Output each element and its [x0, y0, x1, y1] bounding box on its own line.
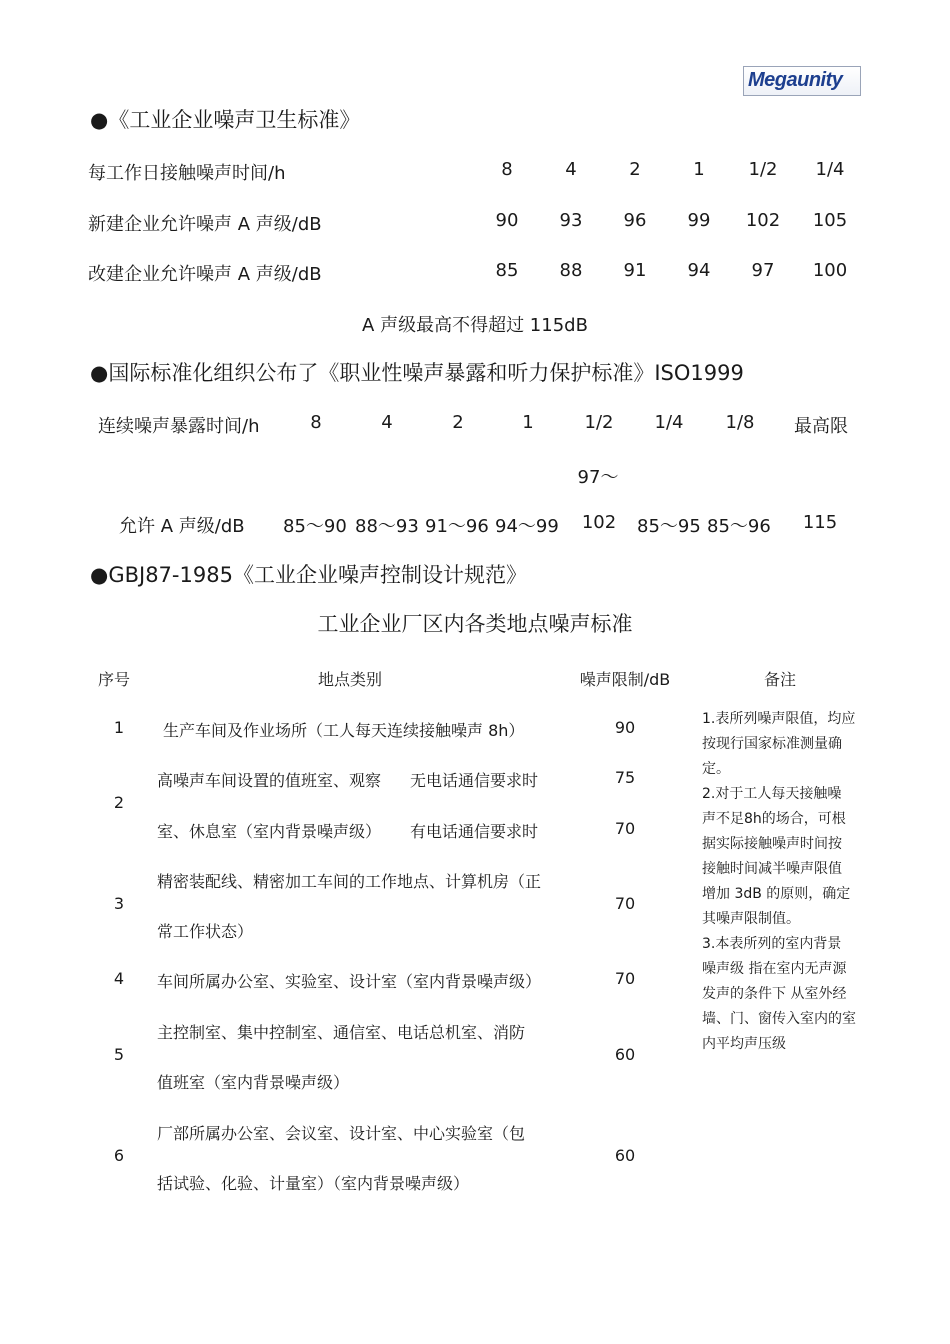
row5-place-line2: 值班室（室内背景噪声级）	[157, 1073, 350, 1092]
remarks	[702, 707, 877, 1057]
remark-line: 接触时间减半噪声限值	[702, 861, 842, 877]
s1-row1-v3: 2	[629, 159, 641, 180]
row5-limit: 60	[614, 1045, 636, 1064]
s1-row2-v2: 93	[559, 210, 583, 231]
section1-heading: ●《工业企业噪声卫生标准》	[90, 108, 361, 132]
s2-time-3: 2	[452, 412, 464, 433]
row1-no: 1	[113, 718, 125, 737]
row4-limit: 70	[614, 969, 636, 988]
row6-place-line1: 厂部所属办公室、会议室、设计室、中心实验室（包	[157, 1124, 526, 1143]
table-title: 工业企业厂区内各类地点噪声标准	[317, 612, 633, 636]
remark-line: 1.表所列噪声限值，均应	[702, 711, 856, 727]
row5-no: 5	[113, 1045, 125, 1064]
s2-level-6: 85～95	[637, 516, 701, 537]
section2-heading: ●国际标准化组织公布了《职业性噪声暴露和听力保护标准》ISO1999	[90, 361, 744, 385]
s1-row3-v6: 100	[812, 260, 848, 281]
section3-heading: ●GBJ87-1985《工业企业噪声控制设计规范》	[90, 563, 527, 587]
row4-no: 4	[113, 969, 125, 988]
s2-level-max: 115	[802, 512, 838, 533]
company-logo	[743, 66, 861, 96]
s1-row3-v3: 91	[623, 260, 647, 281]
th-remark: 备注	[763, 670, 796, 689]
s1-row1-label: 每工作日接触噪声时间/h	[88, 163, 286, 184]
s2-level-5: 102	[581, 512, 617, 533]
s2-time-5: 1/2	[584, 412, 614, 433]
s1-row1-v2: 4	[565, 159, 577, 180]
row2-limit2: 70	[614, 819, 636, 838]
s2-level-7: 85～96	[707, 516, 771, 537]
remark-line: 墙、门、窗传入室内的室	[702, 1011, 856, 1027]
s2-level-3: 91～96	[425, 516, 489, 537]
s2-level-1: 85～90	[283, 516, 347, 537]
s2-time-2: 4	[381, 412, 393, 433]
remark-line: 发声的条件下 从室外经	[702, 986, 847, 1002]
row4-place: 车间所属办公室、实验室、设计室（室内背景噪声级）	[157, 972, 542, 991]
remark-line: 内平均声压级	[702, 1036, 786, 1052]
row1-place: 生产车间及作业场所（工人每天连续接触噪声 8h）	[163, 721, 525, 740]
th-place: 地点类别	[317, 670, 382, 689]
s1-row2-v6: 105	[812, 210, 848, 231]
s1-row3-v5: 97	[751, 260, 775, 281]
remark-line: 定。	[702, 761, 730, 777]
s1-row2-v1: 90	[495, 210, 519, 231]
s1-row3-v1: 85	[495, 260, 519, 281]
s1-row1-v4: 1	[693, 159, 705, 180]
row6-place-line2: 括试验、化验、计量室）（室内背景噪声级）	[157, 1174, 470, 1193]
s1-row1-v1: 8	[501, 159, 513, 180]
s1-row3-v2: 88	[559, 260, 583, 281]
s1-row2-v3: 96	[623, 210, 647, 231]
row2-no: 2	[113, 793, 125, 812]
row2-sub2: 有电话通信要求时	[410, 822, 539, 841]
remark-line: 声不足8h的场合，可根	[702, 811, 846, 827]
s1-note: A 声级最高不得超过 115dB	[362, 315, 588, 336]
remark-line: 3.本表所列的室内背景	[702, 936, 842, 952]
s1-row3-label: 改建企业允许噪声 A 声级/dB	[88, 264, 322, 285]
row3-place-line2: 常工作状态）	[157, 922, 254, 941]
s1-row2-v4: 99	[687, 210, 711, 231]
remark-line: 据实际接触噪声时间按	[702, 836, 842, 852]
row2-place-line2: 室、休息室（室内背景噪声级）	[157, 822, 382, 841]
row3-no: 3	[113, 894, 125, 913]
logo-text: Megaunity	[748, 69, 843, 91]
s2-time-6: 1/4	[654, 412, 684, 433]
s1-row1-v6: 1/4	[815, 159, 845, 180]
s2-level-4: 94～99	[495, 516, 559, 537]
row6-limit: 60	[614, 1146, 636, 1165]
s2-time-max: 最高限	[794, 416, 848, 437]
row6-no: 6	[113, 1146, 125, 1165]
row2-sub1: 无电话通信要求时	[410, 771, 539, 790]
row2-limit1: 75	[614, 768, 636, 787]
remark-line: 按现行国家标准测量确	[702, 736, 842, 752]
remark-line: 增加 3dB 的原则，确定	[702, 886, 851, 902]
s2-level-label: 允许 A 声级/dB	[119, 516, 245, 537]
s2-time-1: 8	[310, 412, 322, 433]
s1-row2-label: 新建企业允许噪声 A 声级/dB	[88, 214, 322, 235]
s2-level-extra: 97～	[577, 467, 619, 488]
remark-line: 其噪声限制值。	[702, 911, 800, 927]
s2-time-4: 1	[522, 412, 534, 433]
s2-level-2: 88～93	[355, 516, 419, 537]
row3-place-line1: 精密装配线、精密加工车间的工作地点、计算机房（正	[157, 872, 542, 891]
th-limit: 噪声限制/dB	[579, 670, 671, 689]
row1-limit: 90	[614, 718, 636, 737]
th-no: 序号	[98, 670, 131, 689]
remark-line: 2.对于工人每天接触噪	[702, 786, 842, 802]
remark-line: 噪声级 指在室内无声源	[702, 961, 847, 977]
row3-limit: 70	[614, 894, 636, 913]
s2-time-label: 连续噪声暴露时间/h	[98, 416, 260, 437]
row2-place-line1: 高噪声车间设置的值班室、观察	[157, 771, 382, 790]
s1-row2-v5: 102	[745, 210, 781, 231]
row5-place-line1: 主控制室、集中控制室、通信室、电话总机室、消防	[157, 1023, 526, 1042]
s1-row1-v5: 1/2	[748, 159, 778, 180]
s1-row3-v4: 94	[687, 260, 711, 281]
s2-time-7: 1/8	[725, 412, 755, 433]
